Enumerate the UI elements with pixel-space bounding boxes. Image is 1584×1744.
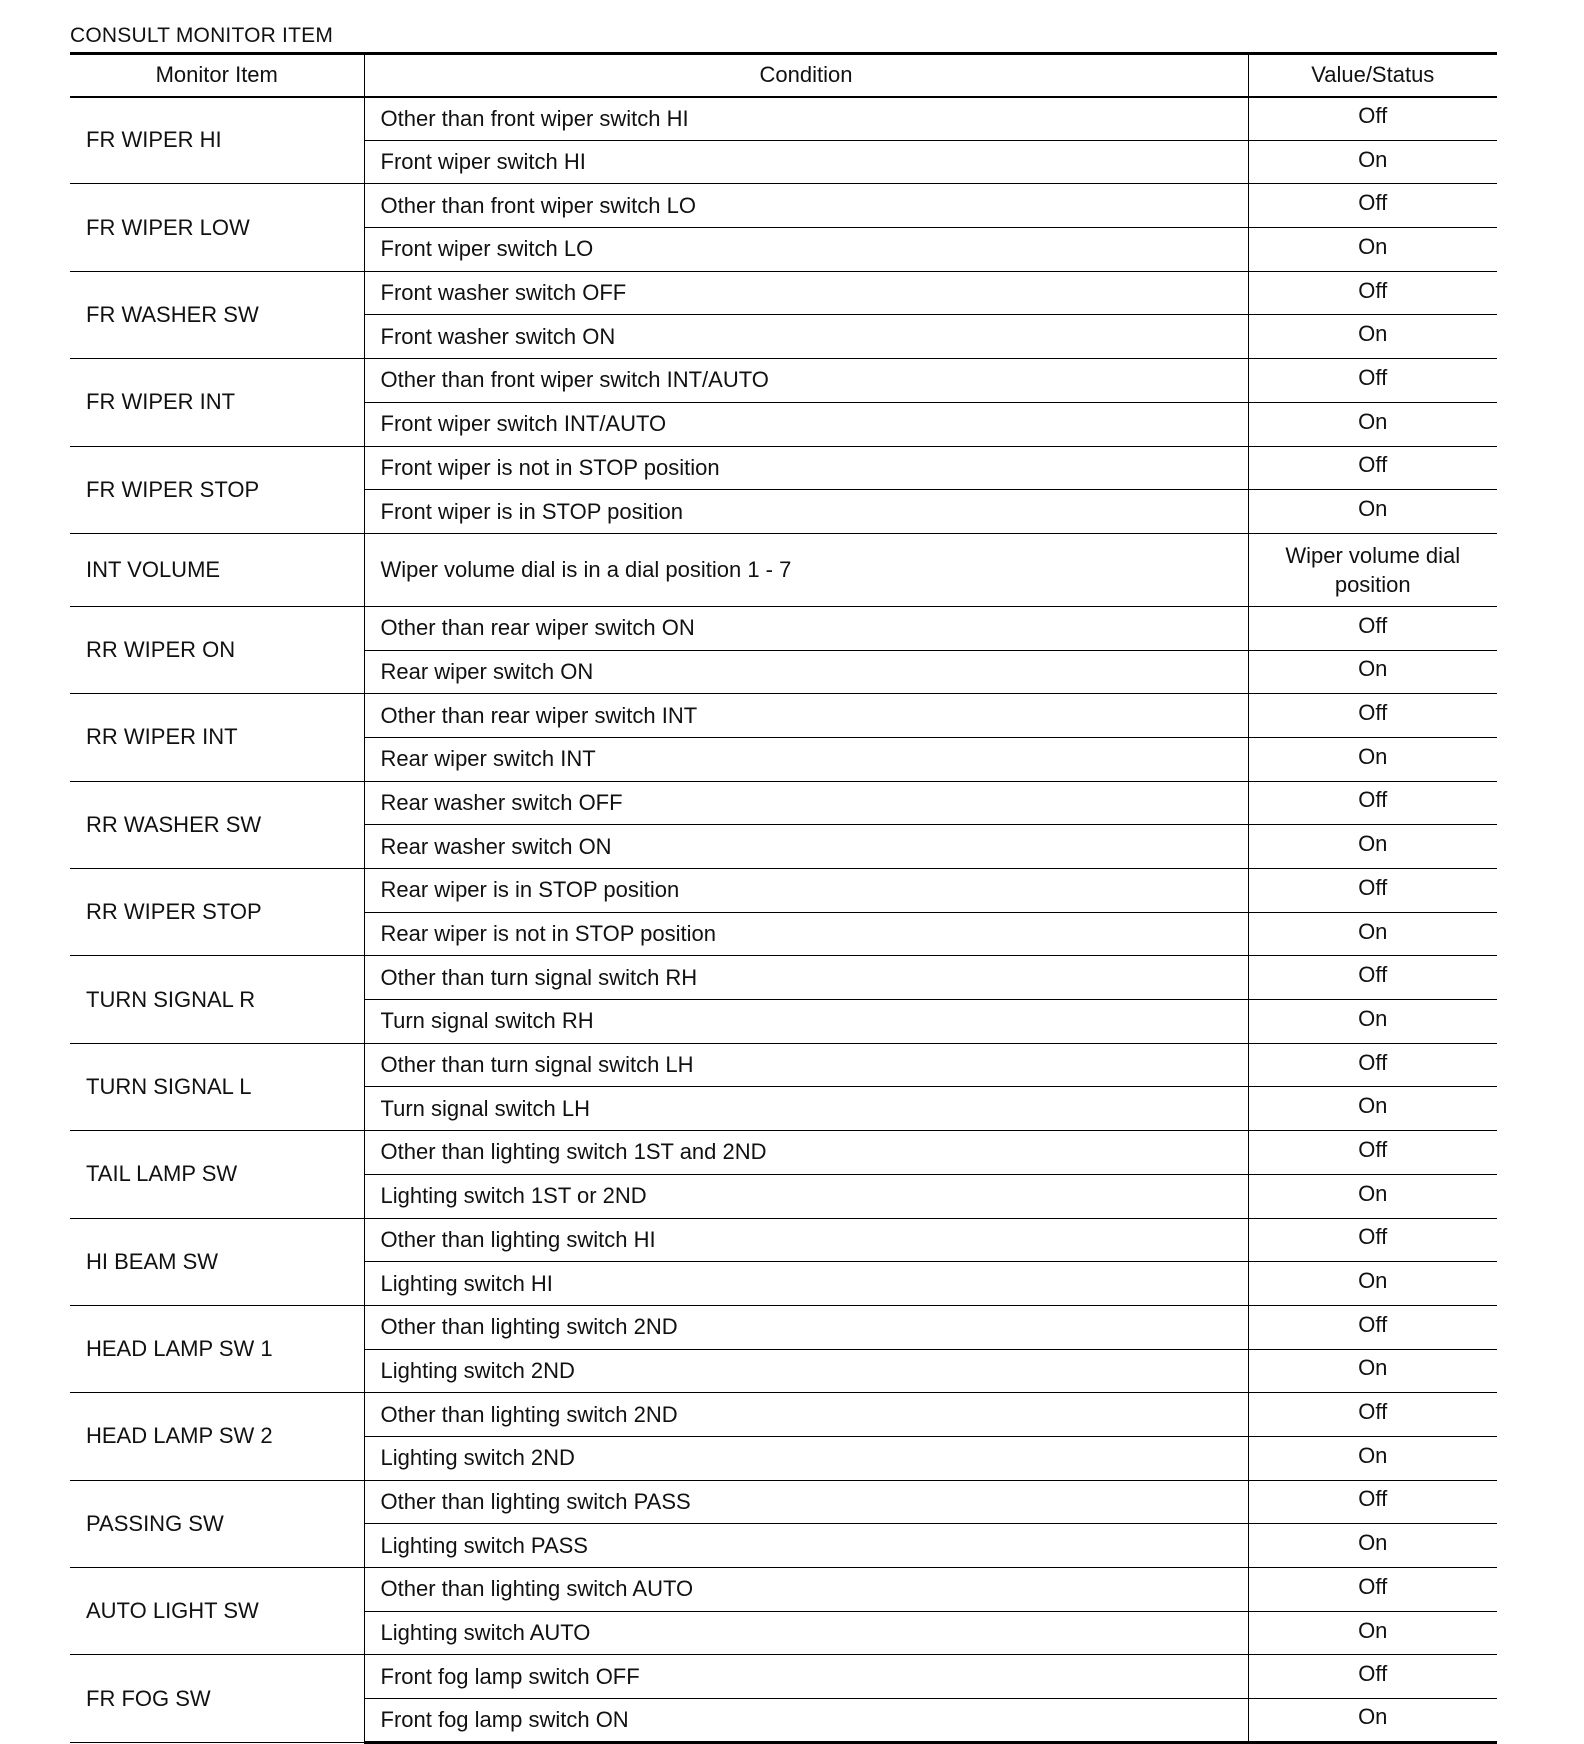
condition-cell: Rear wiper switch ON — [364, 650, 1248, 694]
condition-cell: Front wiper is in STOP position — [364, 490, 1248, 534]
table-body — [70, 97, 1497, 1743]
document-title: CONSULT MONITOR ITEM — [70, 24, 334, 47]
condition-cell: Front wiper switch LO — [364, 228, 1248, 272]
condition-cell: Turn signal switch LH — [364, 1087, 1248, 1131]
table-row — [70, 1305, 1497, 1349]
table-row — [70, 1218, 1497, 1262]
value-status-cell: Off — [1248, 97, 1497, 141]
condition-cell: Lighting switch AUTO — [364, 1611, 1248, 1655]
value-status-cell: Off — [1248, 1393, 1497, 1437]
monitor-item-cell: FR WIPER HI — [70, 97, 364, 184]
value-status-cell: On — [1248, 315, 1497, 359]
value-status-cell: On — [1248, 1611, 1497, 1655]
monitor-item-cell: RR WIPER STOP — [70, 869, 364, 956]
value-status-cell: Off — [1248, 869, 1497, 913]
table-row — [70, 956, 1497, 1000]
condition-cell: Front wiper is not in STOP position — [364, 446, 1248, 490]
value-status-cell: On — [1248, 825, 1497, 869]
monitor-item-cell: FR WIPER LOW — [70, 184, 364, 271]
value-status-cell: Off — [1248, 1305, 1497, 1349]
table-row — [70, 869, 1497, 913]
condition-cell: Other than lighting switch 1ST and 2ND — [364, 1131, 1248, 1175]
condition-cell: Lighting switch 1ST or 2ND — [364, 1174, 1248, 1218]
condition-cell: Lighting switch HI — [364, 1262, 1248, 1306]
value-status-cell: Off — [1248, 956, 1497, 1000]
condition-cell: Turn signal switch RH — [364, 1000, 1248, 1044]
monitor-item-cell: FR FOG SW — [70, 1655, 364, 1742]
value-status-cell: On — [1248, 1000, 1497, 1044]
condition-cell: Other than front wiper switch LO — [364, 184, 1248, 228]
condition-cell: Rear wiper switch INT — [364, 737, 1248, 781]
value-status-cell: On — [1248, 228, 1497, 272]
value-status-cell: On — [1248, 912, 1497, 956]
value-status-cell: On — [1248, 1349, 1497, 1393]
value-status-cell: On — [1248, 1699, 1497, 1743]
monitor-item-cell: FR WIPER STOP — [70, 446, 364, 533]
condition-cell: Other than turn signal switch RH — [364, 956, 1248, 1000]
value-status-cell: Off — [1248, 1131, 1497, 1175]
condition-cell: Other than rear wiper switch INT — [364, 694, 1248, 738]
condition-cell: Front wiper switch HI — [364, 140, 1248, 184]
monitor-item-cell: TURN SIGNAL R — [70, 956, 364, 1043]
value-status-cell: Off — [1248, 606, 1497, 650]
monitor-item-cell: TAIL LAMP SW — [70, 1131, 364, 1218]
table-row — [70, 606, 1497, 650]
condition-cell: Front wiper switch INT/AUTO — [364, 402, 1248, 446]
table-row — [70, 1568, 1497, 1612]
value-status-cell: On — [1248, 1436, 1497, 1480]
condition-cell: Rear washer switch ON — [364, 825, 1248, 869]
condition-cell: Other than front wiper switch HI — [364, 97, 1248, 141]
header-monitor-item: Monitor Item — [70, 54, 364, 97]
consult-monitor-table — [70, 52, 1497, 1744]
value-status-cell: Off — [1248, 271, 1497, 315]
condition-cell: Other than lighting switch 2ND — [364, 1393, 1248, 1437]
condition-cell: Other than front wiper switch INT/AUTO — [364, 359, 1248, 403]
value-status-cell: Off — [1248, 184, 1497, 228]
table-row — [70, 1480, 1497, 1524]
monitor-item-cell: PASSING SW — [70, 1480, 364, 1567]
condition-cell: Rear washer switch OFF — [364, 781, 1248, 825]
monitor-item-cell: RR WIPER ON — [70, 606, 364, 693]
condition-cell: Wiper volume dial is in a dial position 1 - 7 — [364, 533, 1248, 606]
monitor-item-cell: RR WIPER INT — [70, 694, 364, 781]
value-status-cell: On — [1248, 1174, 1497, 1218]
value-status-cell: Off — [1248, 781, 1497, 825]
table-row — [70, 1131, 1497, 1175]
monitor-item-cell: FR WIPER INT — [70, 359, 364, 446]
condition-cell: Lighting switch PASS — [364, 1524, 1248, 1568]
table-row — [70, 781, 1497, 825]
table-row — [70, 694, 1497, 738]
table-row — [70, 446, 1497, 490]
table-row — [70, 184, 1497, 228]
value-status-cell: Off — [1248, 1218, 1497, 1262]
table-row — [70, 97, 1497, 141]
table-row — [70, 1393, 1497, 1437]
table-row — [70, 359, 1497, 403]
value-status-cell: On — [1248, 490, 1497, 534]
condition-cell: Rear wiper is not in STOP position — [364, 912, 1248, 956]
condition-cell: Front washer switch ON — [364, 315, 1248, 359]
value-status-cell: On — [1248, 1087, 1497, 1131]
table-row — [70, 271, 1497, 315]
condition-cell: Other than lighting switch PASS — [364, 1480, 1248, 1524]
header-condition: Condition — [364, 54, 1248, 97]
monitor-item-cell: TURN SIGNAL L — [70, 1043, 364, 1130]
value-status-cell: Off — [1248, 1480, 1497, 1524]
condition-cell: Other than turn signal switch LH — [364, 1043, 1248, 1087]
header-value-status: Value/Status — [1248, 54, 1497, 97]
value-status-cell: On — [1248, 1262, 1497, 1306]
value-status-cell: On — [1248, 1524, 1497, 1568]
value-status-cell: Off — [1248, 1043, 1497, 1087]
table-row — [70, 1043, 1497, 1087]
monitor-item-cell: AUTO LIGHT SW — [70, 1568, 364, 1655]
table-row — [70, 533, 1497, 606]
value-status-cell: Off — [1248, 1655, 1497, 1699]
value-status-cell: Off — [1248, 446, 1497, 490]
monitor-item-cell: HI BEAM SW — [70, 1218, 364, 1305]
condition-cell: Lighting switch 2ND — [364, 1349, 1248, 1393]
value-status-cell: Off — [1248, 1568, 1497, 1612]
value-status-cell: On — [1248, 140, 1497, 184]
value-status-cell: Off — [1248, 359, 1497, 403]
condition-cell: Lighting switch 2ND — [364, 1436, 1248, 1480]
condition-cell: Other than lighting switch 2ND — [364, 1305, 1248, 1349]
condition-cell: Other than lighting switch AUTO — [364, 1568, 1248, 1612]
condition-cell: Front fog lamp switch OFF — [364, 1655, 1248, 1699]
condition-cell: Other than rear wiper switch ON — [364, 606, 1248, 650]
condition-cell: Other than lighting switch HI — [364, 1218, 1248, 1262]
table-header-row — [70, 54, 1497, 97]
condition-cell: Rear wiper is in STOP position — [364, 869, 1248, 913]
table-row — [70, 1655, 1497, 1699]
value-status-cell: Wiper volume dial position — [1248, 533, 1497, 606]
condition-cell: Front washer switch OFF — [364, 271, 1248, 315]
value-status-cell: Off — [1248, 694, 1497, 738]
value-status-cell: On — [1248, 402, 1497, 446]
condition-cell: Front fog lamp switch ON — [364, 1699, 1248, 1743]
monitor-item-cell: HEAD LAMP SW 1 — [70, 1305, 364, 1392]
monitor-item-cell: FR WASHER SW — [70, 271, 364, 358]
value-status-cell: On — [1248, 650, 1497, 694]
monitor-item-cell: HEAD LAMP SW 2 — [70, 1393, 364, 1480]
monitor-item-cell: INT VOLUME — [70, 533, 364, 606]
value-status-cell: On — [1248, 737, 1497, 781]
monitor-item-cell: RR WASHER SW — [70, 781, 364, 868]
